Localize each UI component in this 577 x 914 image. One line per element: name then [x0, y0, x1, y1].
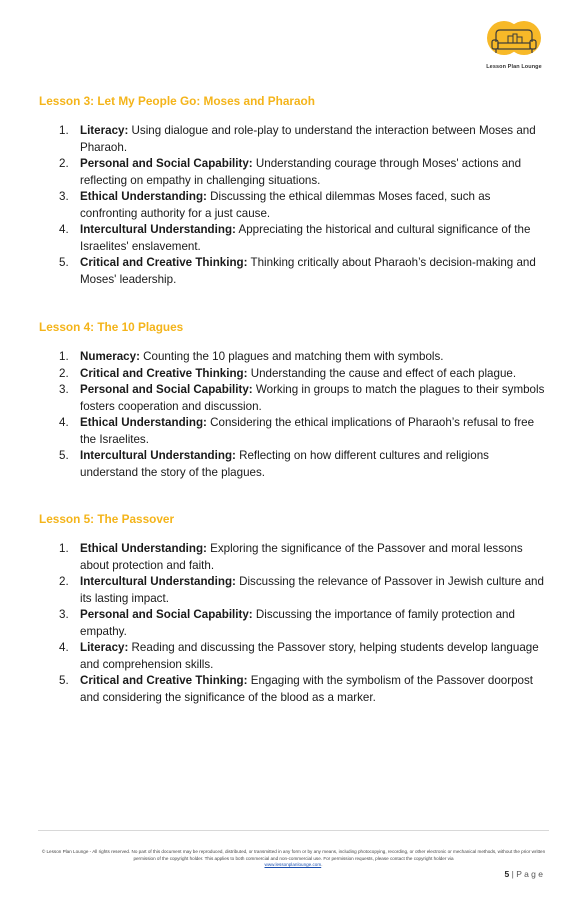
copyright-text: © Lesson Plan Lounge - All rights reserved. No part of this document may be reproduced, distributed, or transmitted in any form or by any means, including photocopying, recording, or other electronic or mechanical methods, without the prior written permission of the copyright holder. This applies to both commercial and non-commercial use. For permission requests, please contact the copyright holder via	[41, 849, 546, 861]
list-item	[39, 255, 549, 288]
footer-copyright	[38, 849, 549, 869]
item-number: 1.	[59, 542, 69, 555]
brand-logo	[478, 18, 550, 76]
item-text: Reading and discussing the Passover story, helping students develop language and comprehension skills.	[80, 641, 539, 671]
item-text: Considering the ethical implications of Pharaoh’s refusal to free the Israelites.	[80, 416, 535, 446]
website-link[interactable]: www.lessonplanlounge.com	[264, 862, 322, 867]
link-suffix: .	[321, 862, 323, 867]
list-item	[39, 607, 549, 640]
sofa-with-books-icon	[482, 18, 546, 62]
item-number: 5.	[59, 256, 69, 269]
item-text: Reflecting on how different cultures and religions understand the story of the plagues.	[80, 449, 489, 479]
item-text: Discussing the ethical dilemmas Moses faced, such as confronting authority for a just cause.	[80, 190, 491, 220]
item-term: Personal and Social Capability:	[80, 157, 253, 170]
logo-brand-text: Lesson Plan Lounge	[486, 64, 542, 70]
list-item	[39, 541, 549, 574]
item-term: Literacy:	[80, 641, 129, 654]
capability-list	[39, 541, 549, 706]
item-number: 4.	[59, 641, 69, 654]
item-text: Discussing the importance of family protection and empathy.	[80, 608, 515, 638]
item-term: Numeracy:	[80, 350, 140, 363]
list-item	[39, 415, 549, 448]
item-number: 2.	[59, 575, 69, 588]
item-number: 4.	[59, 223, 69, 236]
page-number-value: 5	[504, 869, 510, 879]
capability-list	[39, 349, 549, 481]
page-label: P a g e	[516, 869, 543, 879]
item-text: Discussing the relevance of Passover in Jewish culture and its lasting impact.	[80, 575, 544, 605]
item-text: Exploring the significance of the Passover and moral lessons about protection and faith.	[80, 542, 523, 572]
list-item	[39, 640, 549, 673]
item-text: Engaging with the symbolism of the Passover doorpost and considering the significance of the blood as a marker.	[80, 674, 533, 704]
item-number: 4.	[59, 416, 69, 429]
list-item	[39, 366, 549, 383]
item-number: 3.	[59, 608, 69, 621]
list-item	[39, 123, 549, 156]
item-number: 1.	[59, 124, 69, 137]
list-item	[39, 574, 549, 607]
item-term: Intercultural Understanding:	[80, 449, 236, 462]
lesson-title: Lesson 4: The 10 Plagues	[39, 320, 184, 334]
item-number: 2.	[59, 157, 69, 170]
item-number: 3.	[59, 383, 69, 396]
item-term: Ethical Understanding:	[80, 416, 207, 429]
item-term: Critical and Creative Thinking:	[80, 256, 248, 269]
list-item	[39, 189, 549, 222]
item-text: Working in groups to match the plagues to their symbols fosters cooperation and discussion.	[80, 383, 545, 413]
item-text: Thinking critically about Pharaoh’s decision-making and Moses' leadership.	[80, 256, 536, 286]
item-text: Counting the 10 plagues and matching them with symbols.	[139, 350, 444, 363]
page-number	[505, 869, 544, 879]
item-text: Appreciating the historical and cultural significance of the Israelites' enslavement.	[80, 223, 531, 253]
capability-list	[39, 123, 549, 288]
lesson-section-3	[39, 94, 549, 288]
item-number: 5.	[59, 674, 69, 687]
item-term: Personal and Social Capability:	[80, 608, 253, 621]
item-number: 2.	[59, 366, 69, 380]
item-number: 3.	[59, 190, 69, 203]
item-term: Critical and Creative Thinking:	[80, 674, 248, 687]
lesson-title: Lesson 3: Let My People Go: Moses and Pharaoh	[39, 94, 315, 108]
item-term: Ethical Understanding:	[80, 542, 207, 555]
lesson-section-4	[39, 320, 549, 481]
item-term: Intercultural Understanding:	[80, 575, 236, 588]
item-number: 5.	[59, 449, 69, 462]
item-text: Using dialogue and role-play to understand the interaction between Moses and Pharaoh.	[80, 124, 536, 154]
item-term: Critical and Creative Thinking:	[80, 366, 248, 380]
list-item	[39, 349, 549, 366]
footer-divider	[38, 830, 549, 831]
item-term: Literacy:	[80, 124, 129, 137]
lesson-title: Lesson 5: The Passover	[39, 512, 175, 526]
item-text: Understanding the cause and effect of each plague.	[247, 366, 517, 380]
item-term: Personal and Social Capability:	[80, 383, 253, 396]
list-item	[39, 448, 549, 481]
item-number: 1.	[59, 350, 69, 363]
item-text: Understanding courage through Moses' actions and reflecting on empathy in challenging situations.	[80, 157, 522, 187]
item-term: Ethical Understanding:	[80, 190, 207, 203]
list-item	[39, 156, 549, 189]
list-item	[39, 382, 549, 415]
item-term: Intercultural Understanding:	[80, 223, 236, 236]
list-item	[39, 673, 549, 706]
page-separator: |	[511, 869, 514, 879]
lesson-section-5	[39, 512, 549, 706]
list-item	[39, 222, 549, 255]
